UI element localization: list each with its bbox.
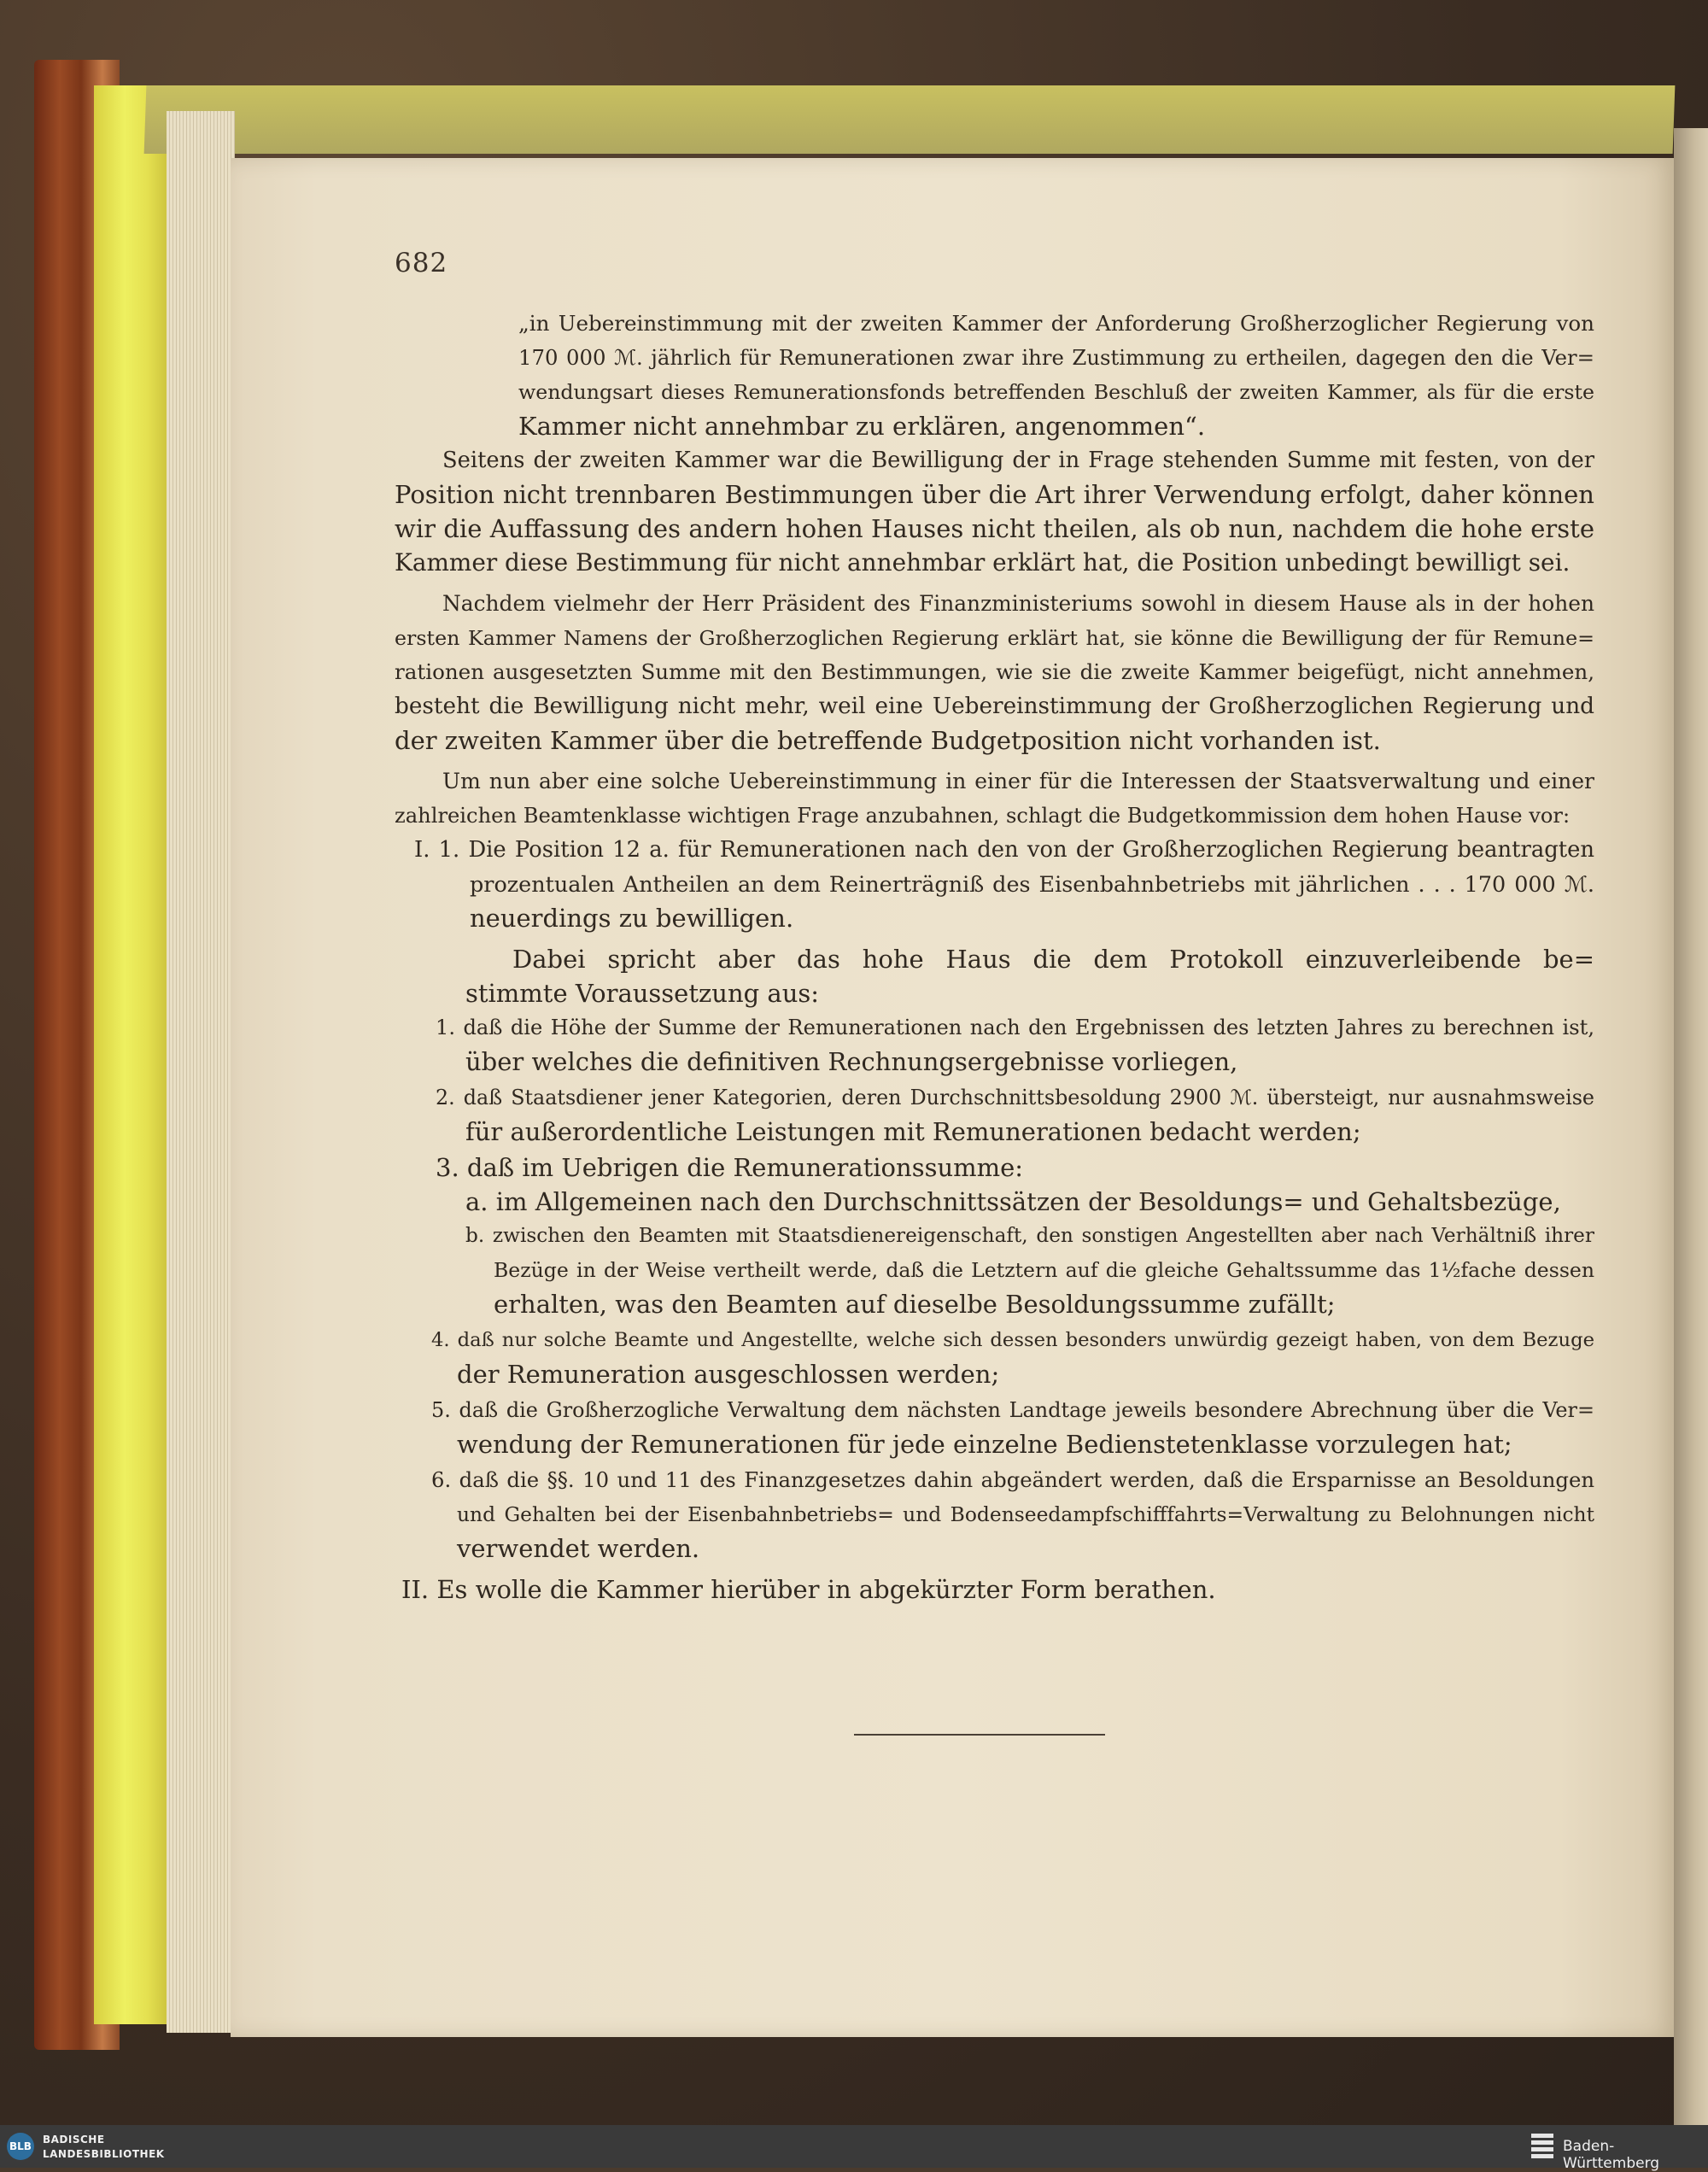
text-line: Position nicht trennbaren Bestimmungen über die Art ihrer Verwendung erfolgt, daher können xyxy=(395,480,1594,509)
text-line: Bezüge in der Weise vertheilt werde, daß die Letztern auf die gleiche Gehaltssumme das 1½fache dessen xyxy=(494,1258,1594,1282)
facing-page-edge xyxy=(1674,128,1708,2125)
text-line: für außerordentliche Leistungen mit Remunerationen bedacht werden; xyxy=(465,1117,1361,1146)
library-name-line1: BADISCHE xyxy=(43,2134,105,2146)
text-line: neuerdings zu bewilligen. xyxy=(470,904,794,933)
text-line: prozentualen Antheilen an dem Reinerträgniß des Eisenbahnbetriebs mit jährlichen . . . 170 000 ℳ. xyxy=(470,871,1594,897)
text-line: Kammer diese Bestimmung für nicht annehmbar erklärt hat, die Position unbedingt bewilligt sei. xyxy=(395,548,1571,577)
page-stack-top xyxy=(144,85,1676,154)
text-line: wendungsart dieses Remunerationsfonds betreffenden Beschluß der zweiten Kammer, als für die erste xyxy=(518,380,1594,404)
text-line: stimmte Voraussetzung aus: xyxy=(465,979,820,1008)
text-line: wendung der Remunerationen für jede einzelne Bedienstetenklasse vorzulegen hat; xyxy=(457,1430,1512,1459)
viewer-footer xyxy=(0,2125,1708,2172)
text-line: und Gehalten bei der Eisenbahnbetriebs= und Bodenseedampfschifffahrts=Verwaltung zu Belohnungen nicht xyxy=(457,1502,1594,1526)
blb-logo-icon: BLB xyxy=(7,2133,34,2160)
text-line: 1. daß die Höhe der Summe der Remunerationen nach den Ergebnissen des letzten Jahres zu berechnen ist, xyxy=(436,1016,1594,1039)
text-line: Kammer nicht annehmbar zu erklären, angenommen“. xyxy=(518,412,1206,441)
text-line: der zweiten Kammer über die betreffende Budgetposition nicht vorhanden ist. xyxy=(395,726,1381,755)
text-line: 170 000 ℳ. jährlich für Remunerationen zwar ihre Zustimmung zu ertheilen, dagegen den die Ver= xyxy=(518,345,1594,370)
text-line: Nachdem vielmehr der Herr Präsident des Finanzministeriums sowohl in diesem Hause als in der hohen xyxy=(442,591,1594,616)
text-line: Seitens der zweiten Kammer war die Bewilligung der in Frage stehenden Summe mit festen, von der xyxy=(442,448,1594,473)
state-crest-icon xyxy=(1531,2134,1553,2159)
text-line: über welches die definitiven Rechnungsergebnisse vorliegen, xyxy=(465,1047,1238,1076)
text-line: 6. daß die §§. 10 und 11 des Finanzgesetzes dahin abgeändert werden, daß die Ersparnisse an Besoldungen xyxy=(431,1467,1594,1492)
text-line: besteht die Bewilligung nicht mehr, weil eine Uebereinstimmung der Großherzoglichen Regierung und xyxy=(395,694,1594,719)
page-number: 682 xyxy=(395,248,448,278)
text-line: „in Uebereinstimmung mit der zweiten Kammer der Anforderung Großherzoglicher Regierung von xyxy=(518,311,1594,336)
text-line: rationen ausgesetzten Summe mit den Bestimmungen, wie sie die zweite Kammer beigefügt, nicht annehmen, xyxy=(395,659,1594,684)
text-line: II. Es wolle die Kammer hierüber in abgekürzter Form berathen. xyxy=(401,1575,1216,1604)
text-line: der Remuneration ausgeschlossen werden; xyxy=(457,1360,1000,1389)
text-line: wir die Auffassung des andern hohen Hauses nicht theilen, als ob nun, nachdem die hohe erste xyxy=(395,514,1594,543)
text-line: erhalten, was den Beamten auf dieselbe Besoldungssumme zufällt; xyxy=(494,1290,1336,1319)
text-line: verwendet werden. xyxy=(457,1534,700,1563)
text-line: b. zwischen den Beamten mit Staatsdienereigenschaft, den sonstigen Angestellten aber nach Verhältniß ihrer xyxy=(465,1224,1594,1247)
text-line: I. 1. Die Position 12 a. für Remunerationen nach den von der Großherzoglichen Regierung beantragten xyxy=(414,837,1594,863)
text-line: ersten Kammer Namens der Großherzoglichen Regierung erklärt hat, sie könne die Bewilligung der für Remune= xyxy=(395,626,1594,650)
state-name: Baden-Württemberg xyxy=(1563,2138,1660,2172)
gilt-fore-edge xyxy=(94,85,171,2024)
text-line: 4. daß nur solche Beamte und Angestellte, welche sich dessen besonders unwürdig gezeigt haben, von dem Bezuge xyxy=(431,1329,1594,1351)
text-line: Dabei spricht aber das hohe Haus die dem Protokoll einzuverleibende be= xyxy=(512,945,1594,974)
text-line: 2. daß Staatsdiener jener Kategorien, deren Durchschnittsbesoldung 2900 ℳ. übersteigt, nur ausnahmsweise xyxy=(436,1086,1594,1109)
text-line: zahlreichen Beamtenklasse wichtigen Frage anzubahnen, schlagt die Budgetkommission dem hohen Hause vor: xyxy=(395,804,1571,828)
library-name-line2: LANDESBIBLIOTHEK xyxy=(43,2148,165,2160)
page-stack-side xyxy=(167,111,235,2033)
text-line: a. im Allgemeinen nach den Durchschnittssätzen der Besoldungs= und Gehaltsbezüge, xyxy=(465,1187,1561,1216)
text-line: 3. daß im Uebrigen die Remunerationssumme: xyxy=(436,1153,1024,1182)
closing-rule xyxy=(854,1734,1105,1736)
text-line: Um nun aber eine solche Uebereinstimmung in einer für die Interessen der Staatsverwaltung und einer xyxy=(442,769,1594,793)
text-line: 5. daß die Großherzogliche Verwaltung dem nächsten Landtage jeweils besondere Abrechnung über die Ver= xyxy=(431,1398,1594,1422)
